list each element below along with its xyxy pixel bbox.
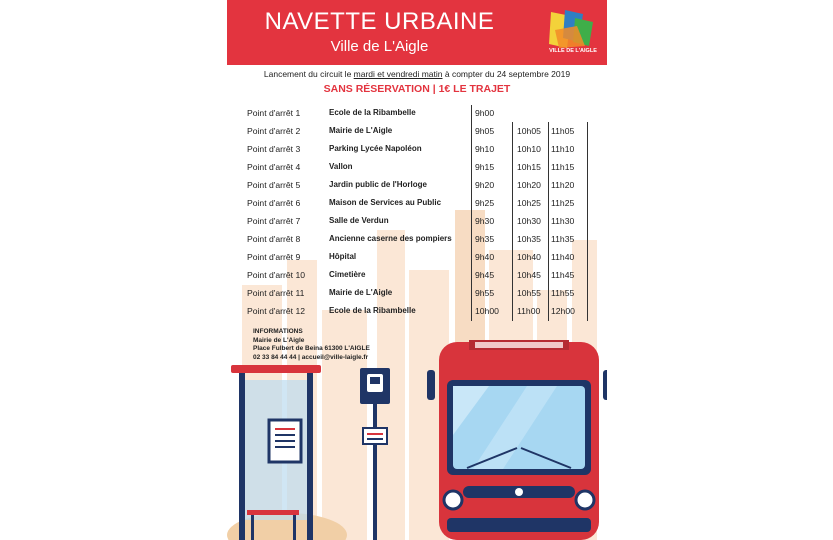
logo-text: VILLE DE L'AIGLE bbox=[549, 48, 597, 54]
shelter-roof bbox=[231, 365, 321, 373]
departure-time: 11h35 bbox=[551, 234, 575, 244]
bus-stop-illustration bbox=[227, 340, 607, 540]
stop-number: Point d'arrêt 5 bbox=[247, 180, 301, 190]
stop-number: Point d'arrêt 6 bbox=[247, 198, 301, 208]
stop-place: Salle de Verdun bbox=[329, 216, 389, 225]
shelter-pole bbox=[239, 373, 245, 540]
departure-time: 11h30 bbox=[551, 216, 575, 226]
stop-number: Point d'arrêt 1 bbox=[247, 108, 301, 118]
stop-number: Point d'arrêt 11 bbox=[247, 288, 305, 298]
timetable-sign bbox=[363, 428, 387, 444]
page-title: NAVETTE URBAINE bbox=[264, 8, 495, 35]
departure-time: 10h10 bbox=[517, 144, 541, 154]
stop-place: Hôpital bbox=[329, 252, 357, 261]
departure-time: 11h10 bbox=[551, 144, 575, 154]
stop-place: Jardin public de l'Horloge bbox=[329, 180, 427, 189]
stop-number: Point d'arrêt 9 bbox=[247, 252, 301, 262]
departure-time: 10h30 bbox=[517, 216, 541, 226]
tagline: SANS RÉSERVATION | 1€ LE TRAJET bbox=[323, 83, 511, 95]
info-heading: INFORMATIONS bbox=[253, 328, 303, 335]
departure-time: 10h35 bbox=[517, 234, 541, 244]
shelter-pole bbox=[307, 373, 313, 540]
info-line: Mairie de L'Aigle bbox=[253, 336, 305, 344]
departure-time: 10h40 bbox=[517, 252, 541, 262]
departure-time: 11h15 bbox=[551, 162, 575, 172]
stop-place: Ancienne caserne des pompiers bbox=[329, 234, 452, 243]
bench bbox=[247, 510, 299, 515]
departure-time: 11h55 bbox=[551, 288, 575, 298]
table-row bbox=[247, 159, 587, 177]
departure-time: 9h35 bbox=[475, 234, 495, 244]
stop-place: Cimetière bbox=[329, 270, 366, 279]
table-row bbox=[247, 267, 587, 285]
departure-time: 10h45 bbox=[517, 270, 541, 280]
table-row bbox=[247, 249, 587, 267]
departure-time: 10h55 bbox=[517, 288, 541, 298]
sign-pole bbox=[373, 404, 377, 540]
table-row bbox=[247, 141, 587, 159]
table-row bbox=[247, 303, 587, 321]
departure-time: 9h10 bbox=[475, 144, 495, 154]
stop-place: Mairie de L'Aigle bbox=[329, 126, 393, 135]
departure-time: 9h40 bbox=[475, 252, 495, 262]
departure-time: 11h45 bbox=[551, 270, 575, 280]
info-line: 02 33 84 44 44 | accueil@ville-laigle.fr bbox=[253, 353, 369, 361]
stop-number: Point d'arrêt 12 bbox=[247, 306, 306, 316]
intro-before: Lancement du circuit le bbox=[263, 69, 354, 79]
table-row bbox=[247, 177, 587, 195]
stop-number: Point d'arrêt 3 bbox=[247, 144, 301, 154]
departure-time: 12h00 bbox=[551, 306, 575, 316]
stop-number: Point d'arrêt 8 bbox=[247, 234, 301, 244]
departure-time: 9h45 bbox=[475, 270, 495, 280]
departure-time: 11h25 bbox=[551, 198, 575, 208]
stop-place: Ecole de la Ribambelle bbox=[329, 306, 416, 315]
table-row bbox=[247, 105, 587, 123]
departure-time: 9h00 bbox=[475, 108, 495, 118]
departure-time: 10h00 bbox=[475, 306, 499, 316]
table-row bbox=[247, 123, 587, 141]
table-row bbox=[247, 285, 587, 303]
header-banner bbox=[227, 0, 607, 65]
table-row bbox=[247, 195, 587, 213]
stop-number: Point d'arrêt 7 bbox=[247, 216, 301, 226]
departure-time: 9h55 bbox=[475, 288, 495, 298]
page-subtitle: Ville de L'Aigle bbox=[330, 38, 429, 55]
departure-time: 9h15 bbox=[475, 162, 495, 172]
departure-time: 9h25 bbox=[475, 198, 495, 208]
bus-icon bbox=[427, 340, 607, 540]
poster bbox=[227, 0, 607, 540]
departure-time: 9h05 bbox=[475, 126, 495, 136]
departure-time: 10h20 bbox=[517, 180, 541, 190]
departure-time: 10h05 bbox=[517, 126, 541, 136]
stop-place: Maison de Services au Public bbox=[329, 198, 442, 207]
stop-number: Point d'arrêt 2 bbox=[247, 126, 301, 136]
stop-place: Ecole de la Ribambelle bbox=[329, 108, 416, 117]
departure-time: 11h05 bbox=[551, 126, 575, 136]
intro-after: à compter du 24 septembre 2019 bbox=[442, 69, 571, 79]
intro-days: mardi et vendredi matin bbox=[353, 69, 443, 79]
departure-time: 11h00 bbox=[517, 306, 541, 316]
info-line: Place Fulbert de Beina 61300 L'AIGLE bbox=[253, 345, 370, 353]
stop-number: Point d'arrêt 10 bbox=[247, 270, 306, 280]
column-divider bbox=[587, 122, 588, 321]
stop-place: Vallon bbox=[329, 162, 353, 171]
departure-time: 10h15 bbox=[517, 162, 541, 172]
stop-place: Parking Lycée Napoléon bbox=[329, 144, 422, 153]
departure-time: 9h30 bbox=[475, 216, 495, 226]
stop-number: Point d'arrêt 4 bbox=[247, 162, 301, 172]
departure-time: 10h25 bbox=[517, 198, 541, 208]
stop-place: Mairie de L'Aigle bbox=[329, 288, 393, 297]
departure-time: 11h20 bbox=[551, 180, 575, 190]
departure-time: 11h40 bbox=[551, 252, 575, 262]
table-row bbox=[247, 231, 587, 249]
table-row bbox=[247, 213, 587, 231]
departure-time: 9h20 bbox=[475, 180, 495, 190]
intro-text bbox=[227, 69, 607, 79]
